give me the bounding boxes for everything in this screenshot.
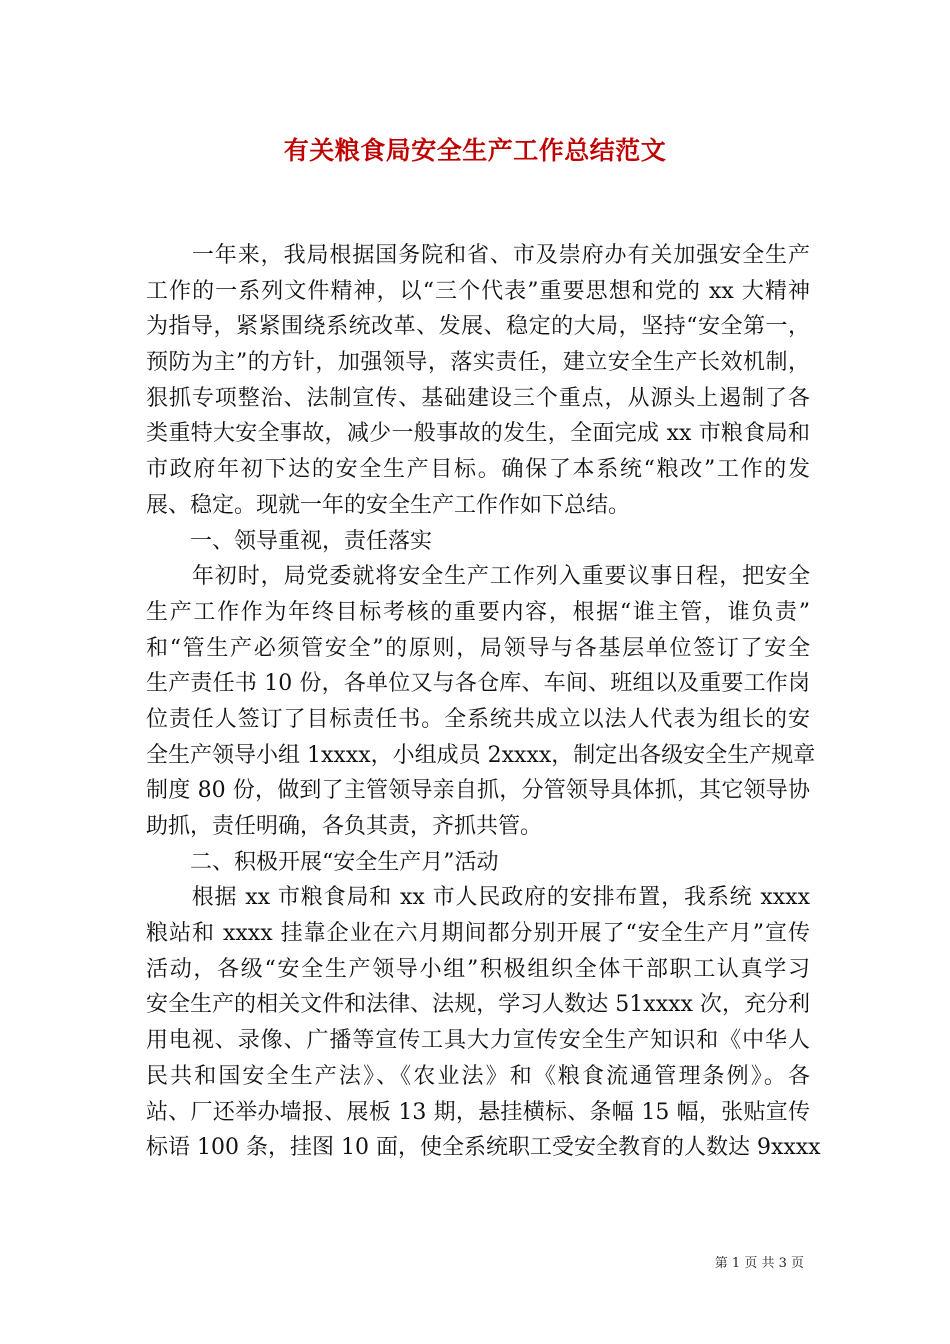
- text-line: 根据 xx 市粮食局和 xx 市人民政府的安排布置，我系统 xxxx: [146, 885, 810, 911]
- text-line: 一年来，我局根据国务院和省、市及崇府办有关加强安全生产: [146, 243, 810, 268]
- text-line: 市政府年初下达的安全生产目标。确保了本系统“粮改”工作的发: [146, 457, 810, 483]
- text-line: 助抓，责任明确，各负其责，齐抓共管。: [146, 814, 543, 839]
- text-line: 工作的一系列文件精神，以“三个代表”重要思想和党的 xx 大精神: [146, 278, 810, 304]
- section-heading: 一、领导重视，责任落实: [146, 528, 433, 554]
- text-line: 用电视、录像、广播等宣传工具大力宣传安全生产知识和《中华人: [146, 1028, 810, 1054]
- text-line: 民共和国安全生产法》、《农业法》和《粮食流通管理条例》。各: [146, 1063, 810, 1089]
- text-line: 位责任人签订了目标责任书。全系统共成立以法人代表为组长的安: [146, 706, 810, 732]
- text-line: 标语 100 条，挂图 10 面，使全系统职工受安全教育的人数达 9xxxx: [146, 1135, 821, 1161]
- text-line: 为指导，紧紧围绕系统改革、发展、稳定的大局，坚持“安全第一，: [146, 314, 810, 340]
- text-line: 生产工作作为年终目标考核的重要内容，根据“谁主管，谁负责”: [146, 599, 810, 625]
- text-line: 狠抓专项整治、法制宣传、基础建设三个重点，从源头上遏制了各: [146, 385, 810, 411]
- page-footer: 第 1 页 共 3 页: [714, 1256, 804, 1271]
- document-title: 有关粮食局安全生产工作总结范文: [283, 136, 667, 165]
- section-heading: 二、积极开展“安全生产月”活动: [146, 849, 499, 875]
- text-line: 粮站和 xxxx 挂靠企业在六月期间都分别开展了“安全生产月”宣传: [146, 921, 810, 947]
- text-line: 年初时，局党委就将安全生产工作列入重要议事日程，把安全: [146, 564, 810, 590]
- document-body: [146, 238, 821, 1166]
- text-line: 和“管生产必须管安全”的原则，局领导与各基层单位签订了安全: [146, 635, 810, 661]
- text-line: 制度 80 份，做到了主管领导亲自抓，分管领导具体抓，其它领导协: [146, 778, 810, 804]
- text-line: 活动，各级“安全生产领导小组”积极组织全体干部职工认真学习: [146, 956, 810, 982]
- text-line: 预防为主”的方针，加强领导，落实责任，建立安全生产长效机制，: [146, 350, 810, 376]
- text-line: 生产责任书 10 份，各单位又与各仓库、车间、班组以及重要工作岗: [146, 671, 810, 697]
- text-line: 全生产领导小组 1xxxx，小组成员 2xxxx，制定出各级安全生产规章: [146, 742, 816, 768]
- text-line: 展、稳定。现就一年的安全生产工作作如下总结。: [146, 492, 631, 518]
- text-line: 安全生产的相关文件和法律、法规，学习人数达 51xxxx 次，充分利: [146, 992, 810, 1018]
- text-line: 站、厂还举办墙报、展板 13 期，悬挂横标、条幅 15 幅，张贴宣传: [146, 1099, 810, 1125]
- text-line: 类重特大安全事故，减少一般事故的发生，全面完成 xx 市粮食局和: [146, 421, 810, 447]
